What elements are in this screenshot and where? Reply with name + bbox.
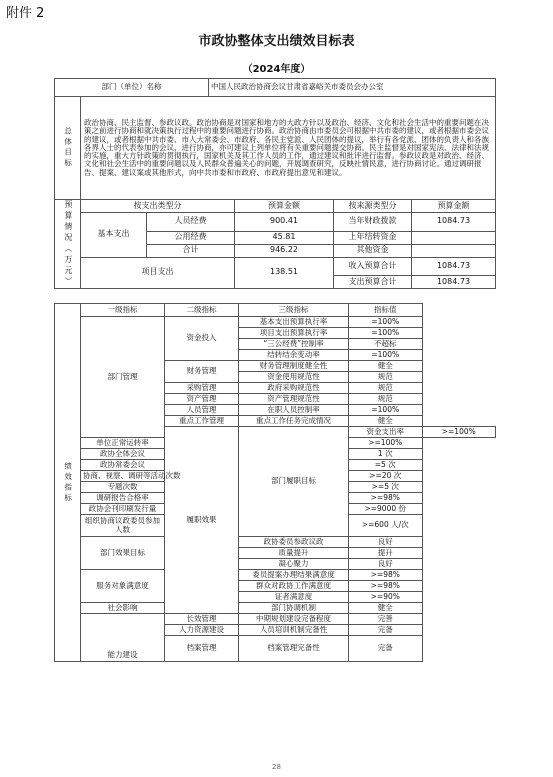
asset: 资产管理	[165, 394, 239, 405]
indicator-value: >=600 人/次	[349, 515, 423, 537]
project-label: 项目支出	[81, 257, 235, 289]
indicator-value: 完备	[349, 636, 423, 662]
indicator-value: 规范	[349, 383, 423, 394]
dept-label: 部门（单位）名称	[55, 79, 209, 97]
h-level3: 三级指标	[239, 304, 349, 317]
indicator: 群众对政协工作满意度	[239, 581, 349, 592]
budget-label: 预算情况（万元）	[55, 200, 81, 289]
indicator: 质量提升	[239, 548, 349, 559]
indicator: 政协委员参政议政	[239, 537, 349, 548]
duty-target: 部门履职目标	[239, 427, 349, 537]
indicator: 基本支出预算执行率	[239, 317, 349, 328]
finance-mgmt: 财务管理	[165, 361, 239, 383]
indicator-value: 良好	[349, 537, 423, 548]
h-value: 指标值	[349, 304, 423, 317]
indicator-value: 完备	[349, 625, 423, 636]
indicator-value: >=5 次	[349, 482, 423, 493]
h-level2: 二级指标	[165, 304, 239, 317]
perform: 履职效果	[165, 427, 239, 614]
archive: 档案管理	[165, 636, 239, 662]
indicator-value: 健全	[349, 416, 423, 427]
project-value: 138.51	[235, 257, 334, 289]
basic-expense: 基本支出	[81, 213, 147, 258]
indicator-value: 提升	[349, 548, 423, 559]
h-level1: 一级指标	[81, 304, 165, 317]
indicator: 结转结余变动率	[239, 350, 349, 361]
carry-value	[412, 231, 496, 244]
year-label: （2024年度）	[242, 64, 311, 75]
indicator-value: 良好	[349, 559, 423, 570]
goal-label: 总体目标	[55, 97, 81, 200]
indicator-value: 规范	[349, 372, 423, 383]
cur-finance-label: 当年财政拨款	[334, 213, 412, 232]
indicator-value: 不超标	[349, 339, 423, 350]
personnel-value: 900.41	[235, 213, 334, 232]
indicator: 项目支出预算执行率	[239, 328, 349, 339]
hr: 人力资源建设	[165, 625, 239, 636]
indicator: 证者满意度	[239, 592, 349, 603]
indicator: 政协会刊印刷发行量	[81, 504, 165, 515]
indicator-value: 完善	[349, 614, 423, 625]
perf-label: 绩效指标	[55, 304, 81, 662]
goal-text: 政治协商、民主监督、参政议政。政治协商是对国家和地方的大政方针以及政治、经济、文化和社会生活中的重要问题在决策之前进行协商和就决策执行过程中的重要问题进行协商。政治协商由市委员会可根据中共市委的建议，或者根据市委会议的建议，或者根据中共市委、市人大常委会、市政府、各民主党派、人民团体的提议，举行有各党派、团体的负责人和各族各界人士的代表参加的会议，进行协商，亦可建议上列单位将有关重要问题提交协商。民主监督是对国家宪法、法律和法规的实施，重大方针政策的贯彻执行，国家机关及其工作人员的工作，通过建议和批评进行监督。参政议政是对政治、经济、文化和社会生活中的重要问题以及人民群众普遍关心的问题，开展调查研究，反映社情民意，进行协商讨论。通过调研报告、提案、建议案或其他形式，向中共市委和市政府、市政府提出意见和建议。	[81, 97, 496, 200]
indicator: 资金使用规范性	[239, 372, 349, 383]
indicator: 组织协商议政委员参加人数	[81, 515, 165, 537]
indicator-value: =100%	[349, 328, 423, 339]
expense-total-label: 支出预算合计	[334, 276, 412, 289]
indicator: 调研报告合格率	[81, 493, 165, 504]
expense-total-value: 1084.73	[412, 276, 496, 289]
budget-table	[54, 199, 496, 289]
key-work: 重点工作管理	[165, 416, 239, 427]
social: 社会影响	[81, 603, 165, 614]
income-total-value: 1084.73	[412, 257, 496, 276]
indicator-value: =100%	[349, 317, 423, 328]
indicator: 单位正常运转率	[81, 438, 165, 449]
indicator: 资产管理规范性	[239, 394, 349, 405]
dept-name: 中国人民政治协商会议甘肃省嘉峪关市委员会办公室	[209, 79, 496, 97]
income-total-label: 收入预算合计	[334, 257, 412, 276]
indicator: 协商、视察、调研等活动次数	[81, 471, 165, 482]
h-amount: 预算金额	[235, 200, 334, 213]
longterm: 长效管理	[165, 614, 239, 625]
indicator-value: >=100%	[422, 427, 496, 438]
indicator-value: >=98%	[349, 581, 423, 592]
public-value: 45.81	[235, 231, 334, 244]
indicator: 档案管理完备性	[239, 636, 349, 662]
h-amount2: 预算金额	[412, 200, 496, 213]
public-label: 公用经费	[147, 231, 235, 244]
procure: 采购管理	[165, 383, 239, 394]
mgmt: 部门管理	[81, 317, 165, 438]
indicator-value: =100%	[349, 405, 423, 416]
performance-table	[54, 303, 496, 662]
header-table	[54, 78, 496, 200]
indicator: 中期规划建设完备程度	[239, 614, 349, 625]
indicator: 重点工作任务完成情况	[239, 416, 349, 427]
other-value	[412, 244, 496, 257]
indicator: “三公经费”控制率	[239, 339, 349, 350]
indicator-value: 健全	[349, 603, 423, 614]
indicator-value: >=90%	[349, 592, 423, 603]
capacity: 能力建设	[81, 614, 165, 662]
effect-target: 部门效果目标	[81, 537, 165, 570]
page-number: 28	[272, 763, 281, 771]
carry-label: 上年结转资金	[334, 231, 412, 244]
indicator: 政协常委会议	[81, 460, 165, 471]
indicator: 政协全体会议	[81, 449, 165, 460]
indicator: 专题次数	[81, 482, 165, 493]
h-source: 按来源类型分	[334, 200, 412, 213]
funds-input: 资金投入	[165, 317, 239, 361]
indicator-value: >=20 次	[349, 471, 423, 482]
indicator-value: >=9000 份	[349, 504, 423, 515]
indicator: 委员提案办理结果满意度	[239, 570, 349, 581]
indicator-value: =100%	[349, 350, 423, 361]
indicator-value: 1 次	[349, 449, 423, 460]
indicator-value: =5 次	[349, 460, 423, 471]
other-label: 其他资金	[334, 244, 412, 257]
subtotal-value: 946.22	[235, 244, 334, 257]
indicator: 资金支出率	[349, 427, 423, 438]
indicator: 部门协调机制	[239, 603, 349, 614]
indicator-value: >=100%	[349, 438, 423, 449]
indicator: 在职人员控制率	[239, 405, 349, 416]
staff: 人员管理	[165, 405, 239, 416]
attachment-label: 附件 2	[6, 6, 45, 21]
page-title: 市政协整体支出绩效目标表	[198, 34, 355, 49]
indicator-value: >=98%	[349, 570, 423, 581]
indicator: 人员培训机制完备性	[239, 625, 349, 636]
indicator: 凝心聚力	[239, 559, 349, 570]
indicator: 政府采购规范性	[239, 383, 349, 394]
indicator: 财务管理制度健全性	[239, 361, 349, 372]
indicator-value: 健全	[349, 361, 423, 372]
satisfaction: 服务对象满意度	[81, 570, 165, 603]
indicator-value: >=98%	[349, 493, 423, 504]
personnel-label: 人员经费	[147, 213, 235, 232]
subtotal-label: 合计	[147, 244, 235, 257]
cur-finance-value: 1084.73	[412, 213, 496, 232]
indicator-value: 规范	[349, 394, 423, 405]
h-expense-type: 按支出类型分	[81, 200, 235, 213]
